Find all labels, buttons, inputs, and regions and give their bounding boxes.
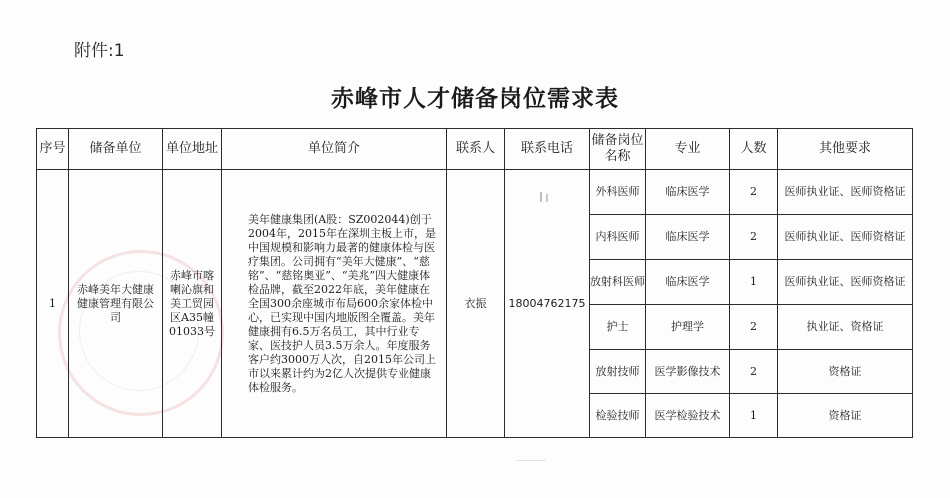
contact-person: 衣振 — [447, 170, 505, 438]
position-major: 护理学 — [646, 305, 730, 350]
talent-reserve-table — [36, 128, 913, 438]
unit-name: 赤峰美年大健康健康管理有限公司 — [69, 170, 163, 438]
position-major: 临床医学 — [646, 170, 730, 215]
header-major: 专业 — [646, 129, 730, 170]
header-intro: 单位简介 — [222, 129, 447, 170]
position-count: 1 — [730, 260, 778, 305]
scan-ink-mark — [516, 460, 546, 461]
header-position: 储备岗位名称 — [590, 129, 646, 170]
scan-ink-mark — [540, 192, 542, 202]
position-count: 2 — [730, 170, 778, 215]
row-seq: 1 — [37, 170, 69, 438]
unit-address: 赤峰市喀喇沁旗和美工贸园区A35幢01033号 — [163, 170, 222, 438]
position-name: 护士 — [590, 305, 646, 350]
header-address: 单位地址 — [163, 129, 222, 170]
table-row — [37, 170, 913, 215]
header-requirements: 其他要求 — [778, 129, 913, 170]
position-requirement: 医师执业证、医师资格证 — [778, 170, 913, 215]
header-phone: 联系电话 — [505, 129, 590, 170]
position-major: 临床医学 — [646, 215, 730, 260]
position-major: 医学检验技术 — [646, 394, 730, 438]
position-name: 外科医师 — [590, 170, 646, 215]
position-name: 放射科医师 — [590, 260, 646, 305]
header-seq: 序号 — [37, 129, 69, 170]
scan-ink-mark — [546, 194, 548, 202]
position-name: 内科医师 — [590, 215, 646, 260]
attachment-label: 附件:1 — [74, 41, 125, 61]
position-requirement: 执业证、资格证 — [778, 305, 913, 350]
position-count: 2 — [730, 350, 778, 394]
position-major: 医学影像技术 — [646, 350, 730, 394]
position-requirement: 医师执业证、医师资格证 — [778, 215, 913, 260]
position-requirement: 资格证 — [778, 350, 913, 394]
position-requirement: 医师执业证、医师资格证 — [778, 260, 913, 305]
unit-intro: 美年健康集团(A股：SZ002044)创于2004年，2015年在深圳主板上市，是中国规模和影响力最著的健康体检与医疗集团。公司拥有“美年大健康”、“慈铭”、“慈铭奥亚”、“美兆”四大健康体检品牌，截至2022年底，美年健康在全国300余座城市布局600余家体检中心，已实现中国内地版图全覆盖。美年健康拥有6.5万名员工，其中行业专家、医技护人员3.5万余人。年度服务客户约3000万人次，自2015年公司上市以来累计约为2亿人次提供专业健康体检服务。 — [222, 170, 447, 438]
position-count: 1 — [730, 394, 778, 438]
header-contact: 联系人 — [447, 129, 505, 170]
contact-phone: 18004762175 — [505, 170, 590, 438]
document-title: 赤峰市人才储备岗位需求表 — [331, 86, 619, 112]
header-count: 人数 — [730, 129, 778, 170]
position-name: 检验技师 — [590, 394, 646, 438]
position-name: 放射技师 — [590, 350, 646, 394]
header-unit: 储备单位 — [69, 129, 163, 170]
header-row — [37, 129, 913, 170]
position-requirement: 资格证 — [778, 394, 913, 438]
position-major: 临床医学 — [646, 260, 730, 305]
position-count: 2 — [730, 215, 778, 260]
position-count: 2 — [730, 305, 778, 350]
